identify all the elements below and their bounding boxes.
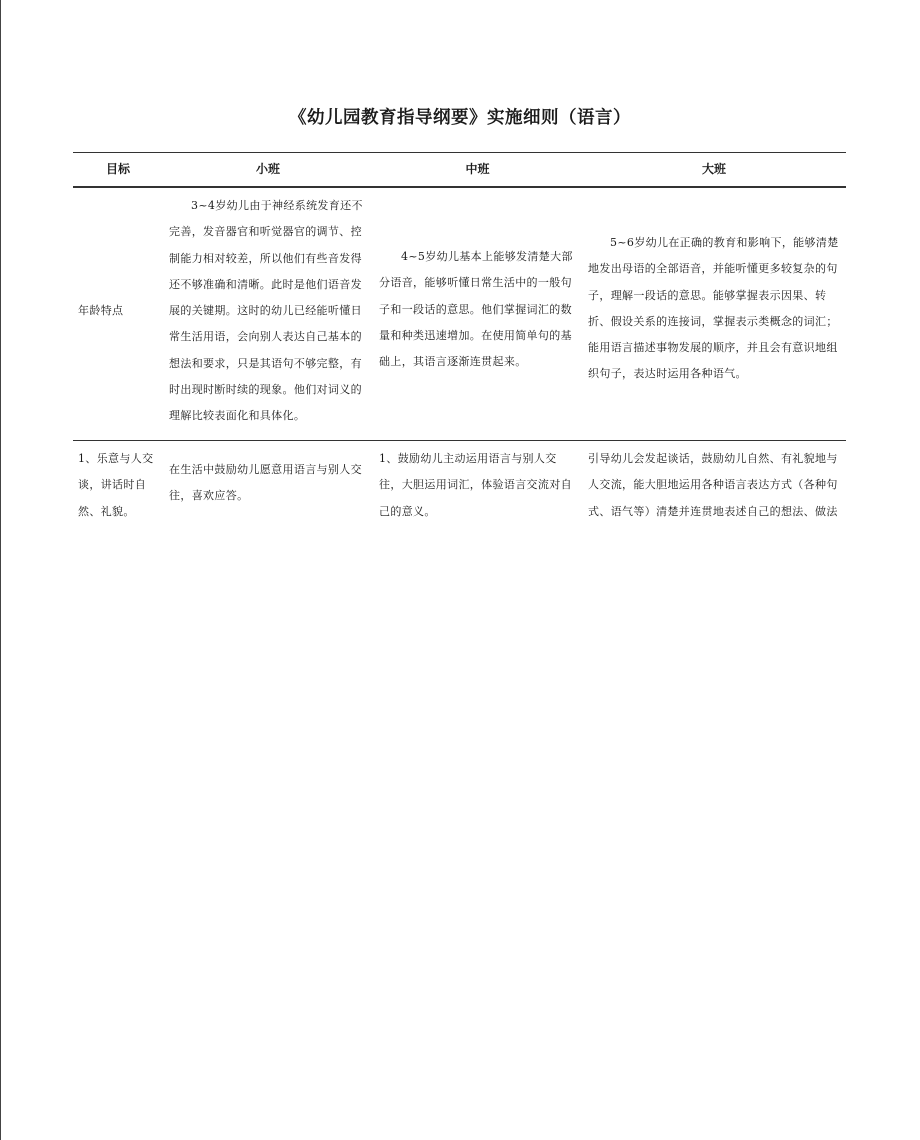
row-label-goal-1: 1、乐意与人交谈，讲话时自然、礼貌。: [78, 452, 154, 518]
column-divider: [0, 760, 1, 1140]
column-divider: [0, 380, 1, 760]
cell-goal1-middle-class: 1、鼓励幼儿主动运用语言与别人交往，大胆运用词汇，体验语言交流对自己的意义。: [379, 452, 572, 518]
header-large-class: 大班: [701, 162, 726, 176]
cell-age-small-class: 3~4岁幼儿由于神经系统发育还不完善，发音器官和听觉器官的调节、控制能力相对较差，所以他们有些音发得还不够准确和清晰。此时是他们语音发展的关键期。这时的幼儿已经能听懂日常生活用语，会向别人表达自己基本的想法和要求，只是其语句不够完整，有时出现时断时续的现象。他们对词义的理解比较表面化和具体化。: [169, 199, 363, 423]
header-small-class: 小班: [255, 162, 280, 176]
cell-goal1-large-class: 引导幼儿会发起谈话，鼓励幼儿自然、有礼貌地与人交流，能大胆地运用各种语言表达方式（各种句式、语气等）清楚并连贯地表述自己的想法、做法: [588, 452, 838, 518]
column-divider: [0, 0, 1, 380]
table-header-rule: [73, 186, 846, 188]
cell-age-middle-class: 4~5岁幼儿基本上能够发清楚大部分语音，能够听懂日常生活中的一般句子和一段话的意思。他们掌握词汇的数量和种类迅速增加。在使用简单句的基础上，其语言逐渐连贯起来。: [379, 250, 573, 369]
cell-goal1-small-class: 在生活中鼓励幼儿愿意用语言与别人交往，喜欢应答。: [169, 463, 362, 503]
row-label-age-characteristics: 年龄特点: [78, 304, 124, 317]
document-title: 《幼儿园教育指导纲要》实施细则（语言）: [289, 108, 631, 128]
table-row-divider: [73, 440, 846, 441]
cell-age-large-class: 5~6岁幼儿在正确的教育和影响下，能够清楚地发出母语的全部语音，并能听懂更多较复杂的句子，理解一段话的意思。能够掌握表示因果、转折、假设关系的连接词，掌握表示类概念的词汇；能用语言描述事物发展的顺序，并且会有意识地组织句子，表达时运用各种语气。: [588, 236, 839, 381]
header-goal: 目标: [105, 162, 130, 176]
header-middle-class: 中班: [465, 162, 490, 176]
